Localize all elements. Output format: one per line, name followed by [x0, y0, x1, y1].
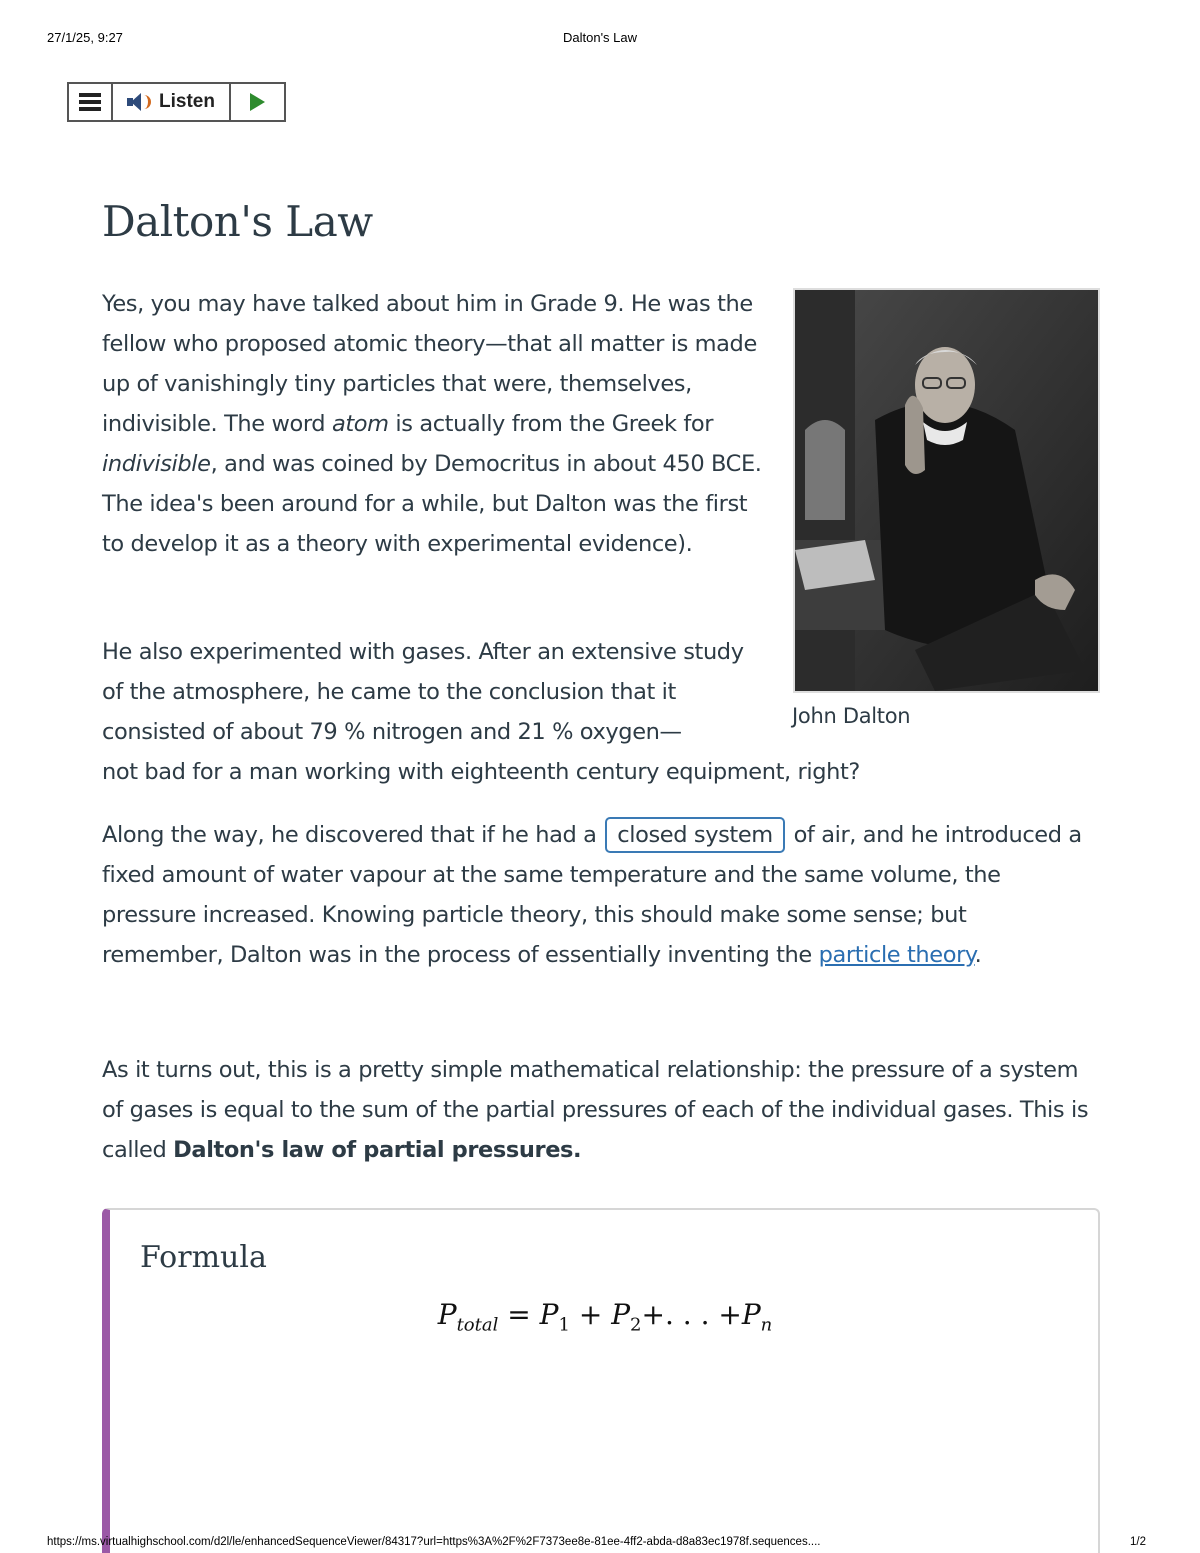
term-atom: atom — [331, 411, 389, 437]
print-footer — [0, 1536, 1200, 1552]
formula-callout — [102, 1208, 1100, 1553]
closed-system-term[interactable]: closed system — [605, 817, 785, 853]
particle-theory-link[interactable]: particle theory — [818, 942, 975, 968]
paragraph-closed-system: Along the way, he discovered that if he had a closed system of air, and he introduced a fixed amount of water vapour at the same temperature and the same volume, the pressure increased. Knowing particle theory, this should make some sense; but remember, Dalton was in the process of essentially inventing the particle theory. — [102, 815, 1092, 975]
paragraph-intro: Yes, you may have talked about him in Grade 9. He was the fellow who proposed atomic theory—that all matter is made up of vanishingly tiny particles that were, themselves, indivisible. The word atom is actually from the Greek for indivisible, and was coined by Democritus in about 450 BCE. The idea's been around for a while, but Dalton was the first to develop it as a theory with experimental evidence). — [102, 291, 762, 557]
play-icon — [250, 93, 265, 111]
portrait-illustration — [795, 290, 1098, 691]
paragraph-relationship: As it turns out, this is a pretty simple mathematical relationship: the pressure of a system of gases is equal to the sum of the partial pressures of each of the individual gases. This is called Dalton's law of partial pressures. — [102, 1057, 1089, 1163]
print-date: 27/1/25, 9:27 — [47, 30, 123, 45]
print-title: Dalton's Law — [562, 30, 638, 45]
listen-label: Listen — [159, 91, 215, 112]
hamburger-icon — [79, 93, 101, 111]
print-header — [0, 30, 1200, 50]
menu-button[interactable] — [69, 84, 113, 120]
footer-url: https://ms.virtualhighschool.com/d2l/le/enhancedSequenceViewer/84317?url=https%3A%2F%2F7373ee8e-81ee-4ff2-abda-d8a83ec1978f.sequences.... — [47, 1536, 821, 1548]
daltons-law-term: Dalton's law of partial pressures. — [173, 1137, 582, 1163]
listen-button[interactable] — [113, 84, 231, 120]
readspeaker-toolbar — [67, 82, 286, 122]
term-indivisible: indivisible — [102, 451, 211, 477]
page-title: Dalton's Law — [102, 197, 373, 246]
paragraph-gases: He also experimented with gases. After an extensive study of the atmosphere, he came to the conclusion that it consisted of about 79 % nitrogen and 21 % oxygen— not bad for a man working with eighteenth century equipment, right? — [102, 639, 860, 785]
play-button[interactable] — [231, 84, 284, 120]
speaker-icon — [127, 92, 153, 112]
page-number: 1/2 — [1130, 1536, 1146, 1548]
formula-equation: $P_{total} = P_1 + P_2+$. . . $+P_n$ — [437, 1298, 773, 1336]
formula-title: Formula — [140, 1240, 267, 1275]
image-caption: John Dalton — [792, 704, 911, 728]
